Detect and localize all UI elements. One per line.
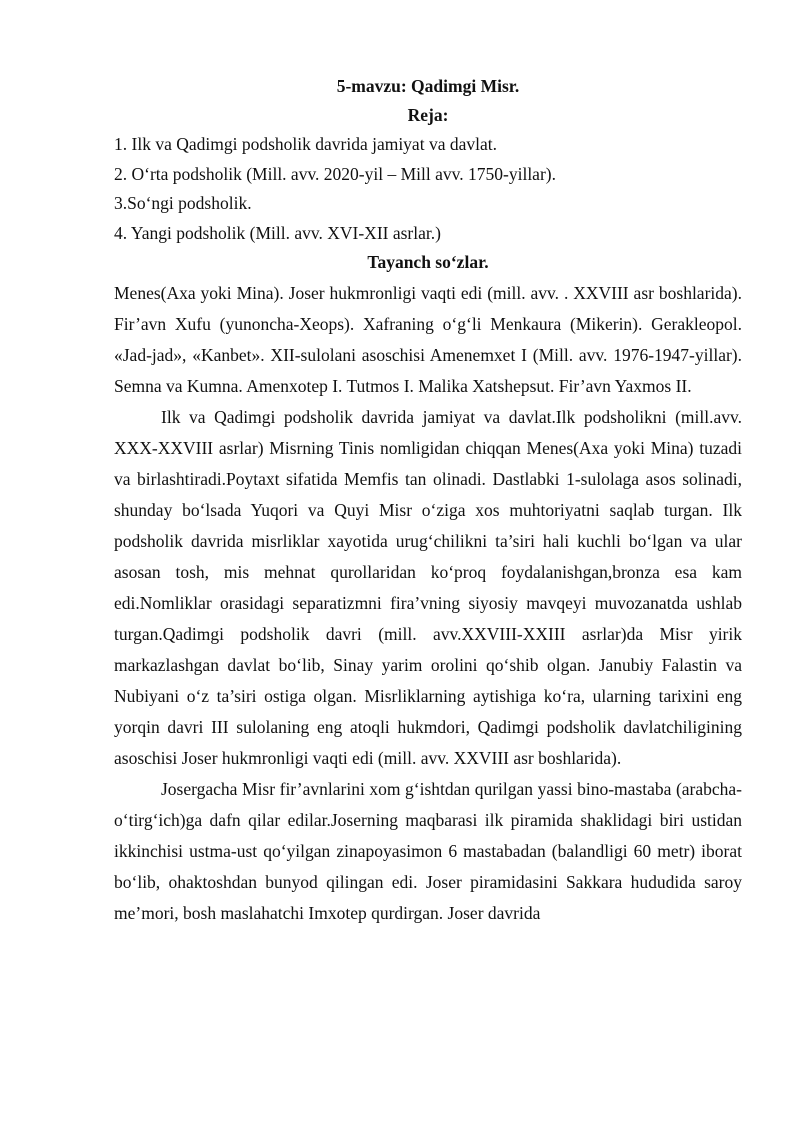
plan-item-1: 1. Ilk va Qadimgi podsholik davrida jamiyat va davlat. xyxy=(114,134,497,154)
plan-item-3: 3.So‘ngi podsholik. xyxy=(114,193,252,213)
plan-heading: Reja: xyxy=(407,105,449,125)
body-paragraph-1: Ilk va Qadimgi podsholik davrida jamiyat va davlat.Ilk podsholikni (mill.avv. XXX-XXVIII asrlar) Misrning Tinis nomligidan chiqqan Menes(Axa yoki Mina) tuzadi va birlashtiradi.Poytaxt sifatida Memfis tan olinadi. Dastlabki 1-sulolaga asos solinadi, shunday bo‘lsada Yuqori va Quyi Misr o‘ziga xos muhtoriyatni saqlab turgan. Ilk podsholik davrida misrliklar xayotida urug‘chilikni ta’siri hali kuchli bo‘lgan va ular asosan tosh, mis mehnat qurollaridan ko‘proq foydalanishgan,bronza esa kam edi.Nomliklar orasidagi separatizmni fira’vning siyosiy mavqeyi muvozanatda ushlab turgan.Qadimgi podsholik davri (mill. avv.XXVIII-XXIII asrlar)da Misr yirik markazlashgan davlat bo‘lib, Sinay yarim orolini qo‘shib olgan. Janubiy Falastin va Nubiyani o‘z ta’siri ostiga olgan. Misrliklarning aytishiga ko‘ra, ularning tarixini eng yorqin davri III sulolaning eng atoqli hukmdori, Qadimgi podsholik davlatchiligining asoschisi Joser hukmronligi vaqti edi (mill. avv. XXVIII asr boshlarida). xyxy=(114,406,742,768)
keywords-paragraph: Menes(Axa yoki Mina). Joser hukmronligi vaqti edi (mill. avv. . XXVIII asr boshlarida). Fir’avn Xufu (yunoncha-Xeops). Xafraning o‘g‘li Menkaura (Mikerin). Gerakleopol. «Jad-jad», «Kanbet». XII-sulolani asoschisi Amenemxet I (Mill. avv. 1976-1947-yillar). Semna va Kumna. Amenxotep I. Tutmos I. Malika Xatshepsut. Fir’avn Yaxmos II. xyxy=(114,282,742,396)
body-paragraph-2: Josergacha Misr fir’avnlarini xom g‘ishtdan qurilgan yassi bino-mastaba (arabcha-o‘tirg‘ich)ga dafn qilar edilar.Joserning maqbarasi ilk piramida shaklidagi biri ustidan ikkinchisi ustma-ust qo‘yilgan zinapoyasimon 6 mastabadan (balandligi 60 metr) iborat bo‘lib, ohaktoshdan bunyod qilingan edi. Joser piramidasini Sakkara hududida saroy me’mori, bosh maslahatchi Imxotep qurdirgan. Joser davrida xyxy=(114,778,742,923)
document-title: 5-mavzu: Qadimgi Misr. xyxy=(336,76,520,96)
plan-item-4: 4. Yangi podsholik (Mill. avv. XVI-XII asrlar.) xyxy=(114,222,441,243)
plan-item-2: 2. O‘rta podsholik (Mill. avv. 2020-yil – Mill avv. 1750-yillar). xyxy=(114,163,556,184)
keywords-heading: Tayanch so‘zlar. xyxy=(367,252,489,272)
document-page xyxy=(114,72,742,929)
